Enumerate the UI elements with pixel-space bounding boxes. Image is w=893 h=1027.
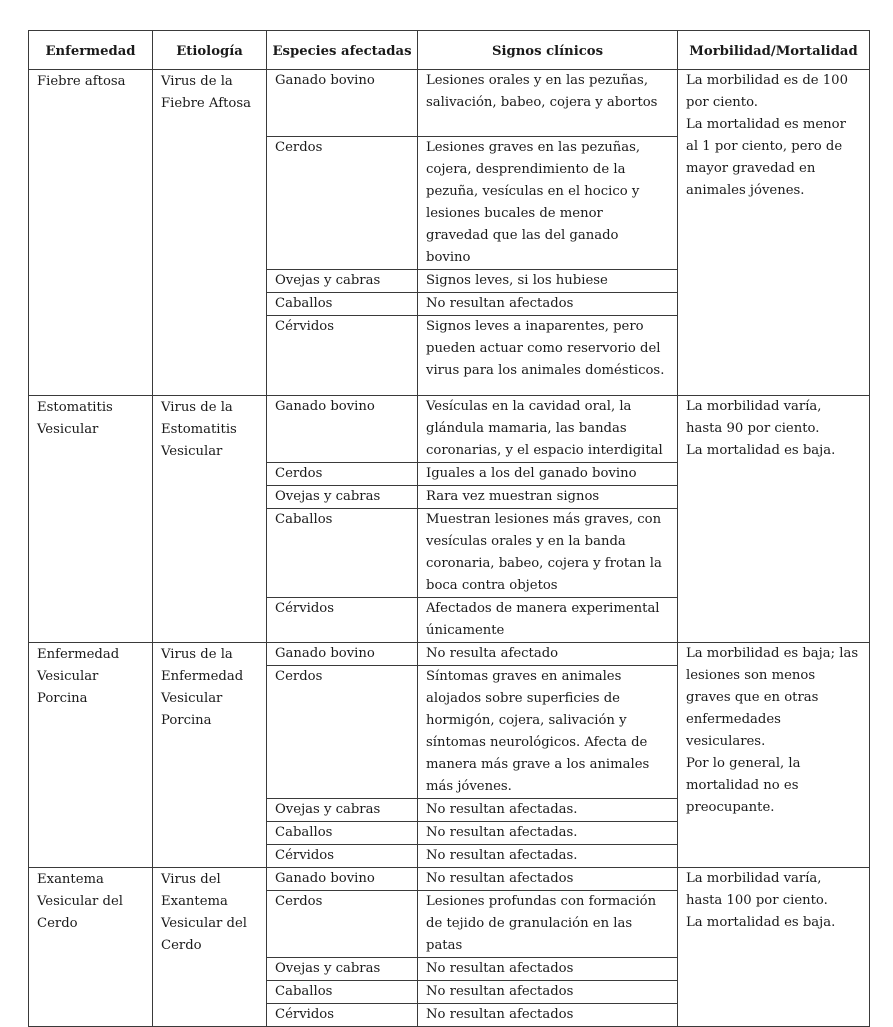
morbidity-line: mortalidad no es [686, 778, 799, 793]
morbidity-line: graves que en otras [686, 690, 819, 705]
clinical-signs-line: boca contra objetos [426, 578, 558, 593]
clinical-signs-cell [418, 822, 678, 845]
clinical-signs-cell [418, 1004, 678, 1027]
table-row [29, 70, 870, 137]
etiology-line: Estomatitis [161, 422, 237, 437]
species-cell: Cerdos [267, 463, 418, 486]
header-morbilidad: Morbilidad/Mortalidad [678, 31, 870, 70]
clinical-signs-line: Afectados de manera experimental [426, 601, 660, 616]
clinical-signs-line: Signos leves a inaparentes, pero [426, 319, 644, 334]
clinical-signs-cell [418, 799, 678, 822]
clinical-signs-line: más jóvenes. [426, 779, 512, 794]
clinical-signs-line: de tejido de granulación en las [426, 916, 633, 931]
clinical-signs-line: No resultan afectados [426, 871, 574, 886]
clinical-signs-cell [418, 70, 678, 137]
clinical-signs-line: virus para los animales domésticos. [426, 363, 665, 378]
disease-name-line: Vesicular [37, 669, 99, 684]
morbidity-text [686, 396, 861, 462]
disease-name-line: Estomatitis [37, 400, 113, 415]
header-enfermedad: Enfermedad [29, 31, 153, 70]
morbidity-line: animales jóvenes. [686, 183, 805, 198]
morbidity-line: vesiculares. [686, 734, 766, 749]
clinical-signs-line: Lesiones graves en las pezuñas, [426, 140, 641, 155]
morbidity-line: Por lo general, la [686, 756, 801, 771]
morbidity-line: La mortalidad es baja. [686, 443, 836, 458]
species-cell: Caballos [267, 509, 418, 598]
disease-name-line: Porcina [37, 691, 88, 706]
clinical-signs-line: únicamente [426, 623, 505, 638]
clinical-signs-line: manera más grave a los animales [426, 757, 650, 772]
etiology-line: Fiebre Aftosa [161, 96, 251, 111]
clinical-signs-cell [418, 958, 678, 981]
header-especies: Especies afectadas [267, 31, 418, 70]
header-etiologia: Etiología [153, 31, 267, 70]
table-row [29, 643, 870, 666]
species-cell: Ganado bovino [267, 70, 418, 137]
disease-name-line: Vesicular del [37, 894, 124, 909]
morbidity-line: La morbilidad es baja; las [686, 646, 859, 661]
clinical-signs-cell [418, 396, 678, 463]
etiology-line: Exantema [161, 894, 228, 909]
disease-name-cell [29, 396, 153, 643]
etiology-cell [153, 868, 267, 1027]
etiology-cell [153, 70, 267, 396]
species-cell: Cérvidos [267, 316, 418, 396]
disease-name-cell [29, 868, 153, 1027]
clinical-signs-cell [418, 981, 678, 1004]
clinical-signs-line: Iguales a los del ganado bovino [426, 466, 637, 481]
clinical-signs-line: patas [426, 938, 463, 953]
clinical-signs-line: Vesículas en la cavidad oral, la [426, 399, 632, 414]
species-cell: Ovejas y cabras [267, 270, 418, 293]
morbidity-line: lesiones son menos [686, 668, 816, 683]
clinical-signs-line: lesiones bucales de menor [426, 206, 603, 221]
disease-name-line: Enfermedad [37, 647, 120, 662]
clinical-signs-line: síntomas neurológicos. Afecta de [426, 735, 648, 750]
species-cell: Caballos [267, 822, 418, 845]
clinical-signs-line: No resulta afectado [426, 646, 559, 661]
morbidity-mortality-cell [678, 643, 870, 868]
clinical-signs-line: No resultan afectadas. [426, 825, 578, 840]
morbidity-line: al 1 por ciento, pero de [686, 139, 843, 154]
clinical-signs-cell [418, 868, 678, 891]
clinical-signs-cell [418, 666, 678, 799]
morbidity-line: La mortalidad es baja. [686, 915, 836, 930]
clinical-signs-line: bovino [426, 250, 471, 265]
etiology-line: Vesicular del [161, 916, 248, 931]
etiology-line: Vesicular [161, 444, 223, 459]
species-cell: Cérvidos [267, 1004, 418, 1027]
clinical-signs-line: gravedad que las del ganado [426, 228, 619, 243]
disease-name-cell [29, 643, 153, 868]
clinical-signs-cell [418, 137, 678, 270]
species-cell: Ganado bovino [267, 868, 418, 891]
etiology-line: Virus de la [161, 647, 233, 662]
species-cell: Ovejas y cabras [267, 486, 418, 509]
clinical-signs-line: Lesiones orales y en las pezuñas, [426, 73, 649, 88]
species-cell: Ovejas y cabras [267, 958, 418, 981]
clinical-signs-line: No resultan afectados [426, 961, 574, 976]
morbidity-line: preocupante. [686, 800, 775, 815]
clinical-signs-line: cojera, desprendimiento de la [426, 162, 626, 177]
clinical-signs-cell [418, 845, 678, 868]
clinical-signs-line: Rara vez muestran signos [426, 489, 600, 504]
morbidity-line: La mortalidad es menor [686, 117, 846, 132]
disease-name-cell [29, 70, 153, 396]
clinical-signs-line: coronaria, babeo, cojera y frotan la [426, 556, 662, 571]
clinical-signs-line: coronarias, y el espacio interdigital [426, 443, 663, 458]
clinical-signs-line: glándula mamaria, las bandas [426, 421, 627, 436]
species-cell: Cérvidos [267, 845, 418, 868]
species-cell: Cerdos [267, 891, 418, 958]
clinical-signs-line: hormigón, cojera, salivación y [426, 713, 627, 728]
species-cell: Ganado bovino [267, 396, 418, 463]
species-cell: Cérvidos [267, 598, 418, 643]
etiology-line: Porcina [161, 713, 212, 728]
clinical-signs-cell [418, 509, 678, 598]
morbidity-line: hasta 100 por ciento. [686, 893, 828, 908]
morbidity-line: hasta 90 por ciento. [686, 421, 820, 436]
species-cell: Ganado bovino [267, 643, 418, 666]
morbidity-line: La morbilidad es de 100 [686, 73, 848, 88]
etiology-line: Virus del [161, 872, 221, 887]
morbidity-mortality-cell [678, 70, 870, 396]
clinical-signs-line: pueden actuar como reservorio del [426, 341, 661, 356]
clinical-signs-cell [418, 270, 678, 293]
species-cell: Caballos [267, 981, 418, 1004]
etiology-cell [153, 643, 267, 868]
species-cell: Caballos [267, 293, 418, 316]
table-row [29, 396, 870, 463]
header-row [29, 31, 870, 70]
morbidity-text [686, 868, 861, 934]
disease-table [28, 30, 870, 1027]
table-row [29, 868, 870, 891]
clinical-signs-line: No resultan afectadas. [426, 802, 578, 817]
morbidity-text [686, 70, 861, 202]
morbidity-mortality-cell [678, 868, 870, 1027]
clinical-signs-cell [418, 463, 678, 486]
clinical-signs-line: alojados sobre superficies de [426, 691, 620, 706]
clinical-signs-line: pezuña, vesículas en el hocico y [426, 184, 640, 199]
header-signos: Signos clínicos [418, 31, 678, 70]
etiology-cell [153, 396, 267, 643]
clinical-signs-line: Síntomas graves en animales [426, 669, 622, 684]
disease-name-line: Cerdo [37, 916, 78, 931]
morbidity-line: La morbilidad varía, [686, 871, 822, 886]
species-cell: Cerdos [267, 666, 418, 799]
clinical-signs-cell [418, 293, 678, 316]
clinical-signs-line: No resultan afectados [426, 296, 574, 311]
morbidity-line: enfermedades [686, 712, 781, 727]
morbidity-text [686, 643, 861, 819]
morbidity-line: La morbilidad varía, [686, 399, 822, 414]
etiology-line: Cerdo [161, 938, 202, 953]
clinical-signs-line: Muestran lesiones más graves, con [426, 512, 662, 527]
etiology-line: Vesicular [161, 691, 223, 706]
clinical-signs-cell [418, 643, 678, 666]
disease-name-line: Exantema [37, 872, 104, 887]
species-cell: Ovejas y cabras [267, 799, 418, 822]
clinical-signs-cell [418, 891, 678, 958]
clinical-signs-line: No resultan afectados [426, 1007, 574, 1022]
clinical-signs-cell [418, 598, 678, 643]
etiology-line: Virus de la [161, 400, 233, 415]
morbidity-line: por ciento. [686, 95, 758, 110]
disease-name-line: Fiebre aftosa [37, 74, 126, 89]
morbidity-mortality-cell [678, 396, 870, 643]
morbidity-line: mayor gravedad en [686, 161, 816, 176]
species-cell: Cerdos [267, 137, 418, 270]
clinical-signs-line: salivación, babeo, cojera y abortos [426, 95, 658, 110]
disease-name-line: Vesicular [37, 422, 99, 437]
clinical-signs-line: Signos leves, si los hubiese [426, 273, 608, 288]
clinical-signs-line: No resultan afectadas. [426, 848, 578, 863]
clinical-signs-cell [418, 316, 678, 396]
clinical-signs-line: Lesiones profundas con formación [426, 894, 657, 909]
etiology-line: Enfermedad [161, 669, 244, 684]
table-body [29, 70, 870, 1027]
clinical-signs-line: No resultan afectados [426, 984, 574, 999]
clinical-signs-line: vesículas orales y en la banda [426, 534, 626, 549]
clinical-signs-cell [418, 486, 678, 509]
etiology-line: Virus de la [161, 74, 233, 89]
